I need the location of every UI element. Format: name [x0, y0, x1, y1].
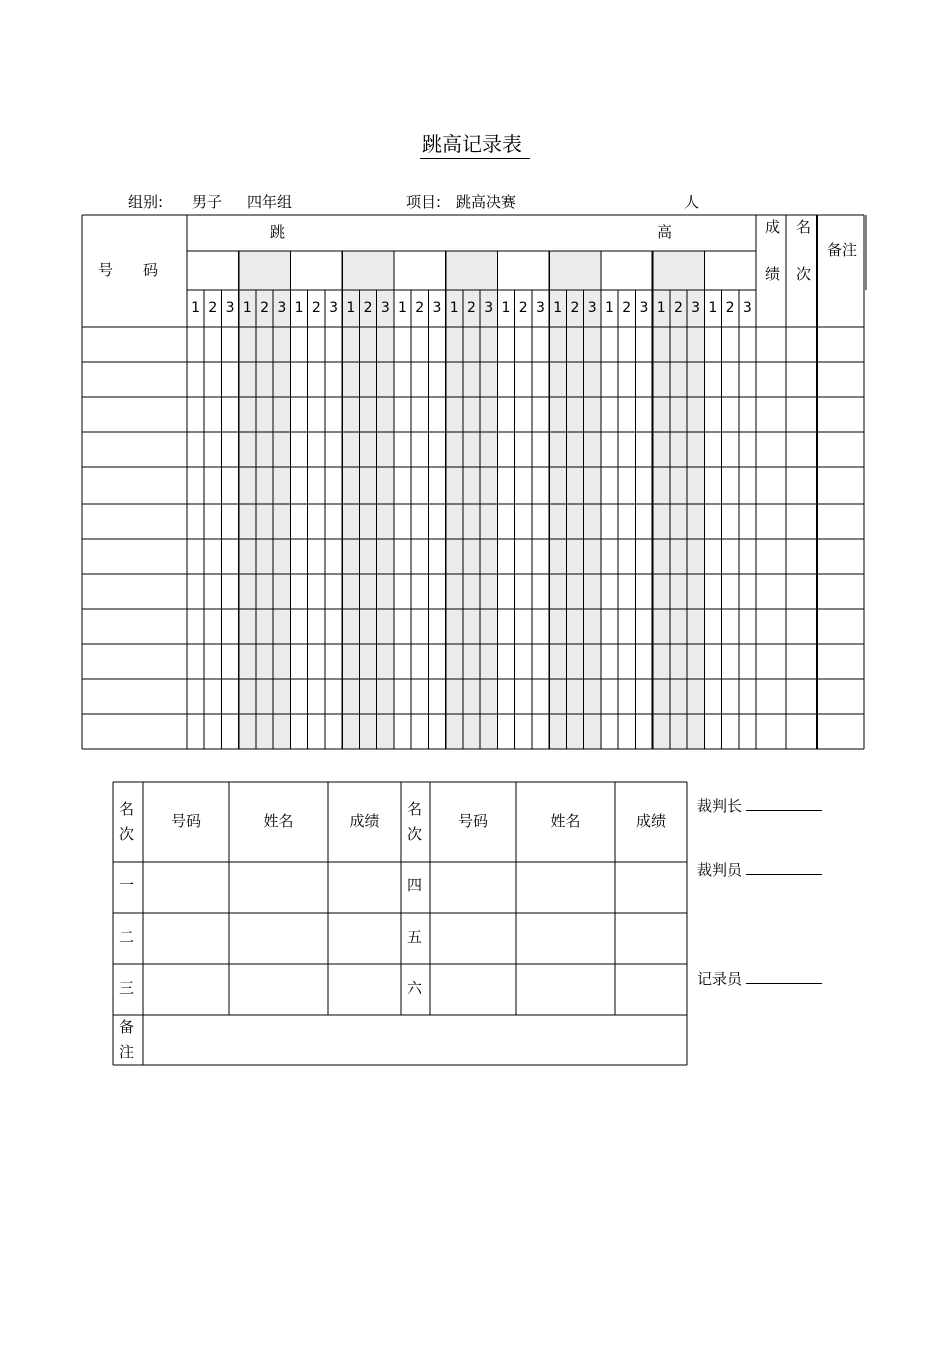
attempt-number: 3 [225, 300, 235, 316]
page-title: 跳高记录表 [0, 128, 950, 157]
attempt-number: 3 [277, 300, 287, 316]
attempt-number: 1 [604, 300, 614, 316]
rank-col-bottom-right: 次 [407, 825, 423, 843]
shaded-column [342, 251, 394, 749]
attempt-number: 3 [587, 300, 597, 316]
attempt-number: 1 [449, 300, 459, 316]
rank-col-top-right: 名 [407, 800, 423, 818]
shaded-column [653, 251, 705, 749]
event-value: 跳高决赛 [456, 193, 517, 211]
attempt-number: 2 [622, 300, 632, 316]
attempt-number: 1 [656, 300, 666, 316]
attempt-number: 3 [432, 300, 442, 316]
score-header-bottom: 绩 [765, 265, 781, 283]
attempt-number: 1 [553, 300, 563, 316]
count-suffix: 人 [684, 193, 700, 211]
attempt-number: 2 [260, 300, 270, 316]
attempt-number: 3 [691, 300, 701, 316]
score-header-top: 成 [765, 218, 781, 236]
rank-1: 一 [119, 876, 135, 894]
rank-header-bottom: 次 [796, 265, 812, 283]
attempt-number: 1 [294, 300, 304, 316]
attempt-number: 3 [742, 300, 752, 316]
jump-header-left: 跳 [270, 223, 286, 241]
attempt-number: 2 [415, 300, 425, 316]
group-label: 组别: [128, 193, 164, 211]
remark-top: 备 [119, 1018, 135, 1036]
attempt-number: 2 [518, 300, 528, 316]
remark-header: 备注 [827, 241, 858, 259]
attempt-number: 1 [191, 300, 201, 316]
remark-bottom: 注 [119, 1043, 135, 1061]
attempt-number: 2 [208, 300, 218, 316]
attempt-number: 3 [380, 300, 390, 316]
attempt-number: 2 [311, 300, 321, 316]
attempt-number: 3 [536, 300, 545, 316]
rank-3: 三 [119, 979, 135, 997]
rank-6: 六 [407, 979, 423, 997]
attempt-number: 2 [673, 300, 683, 316]
shaded-column [239, 251, 291, 749]
recorder-signature: 记录员 [697, 968, 822, 989]
attempt-number: 1 [398, 300, 407, 316]
number-header: 号 码 [98, 261, 159, 279]
rank-4: 四 [407, 876, 423, 894]
chief-judge-signature: 裁判长 [697, 795, 822, 816]
jump-header-right: 高 [657, 223, 673, 241]
attempt-number: 1 [501, 300, 511, 316]
attempt-number: 3 [639, 300, 649, 316]
score-col-right: 成绩 [635, 812, 666, 830]
shaded-column [446, 251, 498, 749]
attempt-number: 1 [242, 300, 252, 316]
score-col-left: 成绩 [349, 812, 380, 830]
shaded-column [549, 251, 601, 749]
attempt-number: 2 [570, 300, 580, 316]
rank-col-top: 名 [119, 800, 135, 818]
attempt-number: 2 [363, 300, 373, 316]
rank-col-bottom: 次 [119, 825, 135, 843]
attempt-number: 2 [725, 300, 735, 316]
attempt-number: 1 [708, 300, 718, 316]
attempt-number: 1 [346, 300, 356, 316]
name-col-right: 姓名 [550, 812, 581, 830]
attempt-number: 3 [484, 300, 494, 316]
attempt-number: 2 [467, 300, 476, 316]
group-class: 四年组 [247, 193, 293, 211]
rank-2: 二 [119, 928, 135, 946]
name-col-left: 姓名 [263, 812, 294, 830]
rank-header-top: 名 [796, 218, 812, 236]
number-col-left: 号码 [170, 812, 201, 830]
rank-5: 五 [407, 928, 423, 946]
group-value: 男子 [192, 193, 223, 211]
event-label: 项目: [406, 193, 442, 211]
attempt-number: 3 [329, 300, 338, 316]
judge-signature: 裁判员 [697, 859, 822, 880]
number-col-right: 号码 [457, 812, 488, 830]
